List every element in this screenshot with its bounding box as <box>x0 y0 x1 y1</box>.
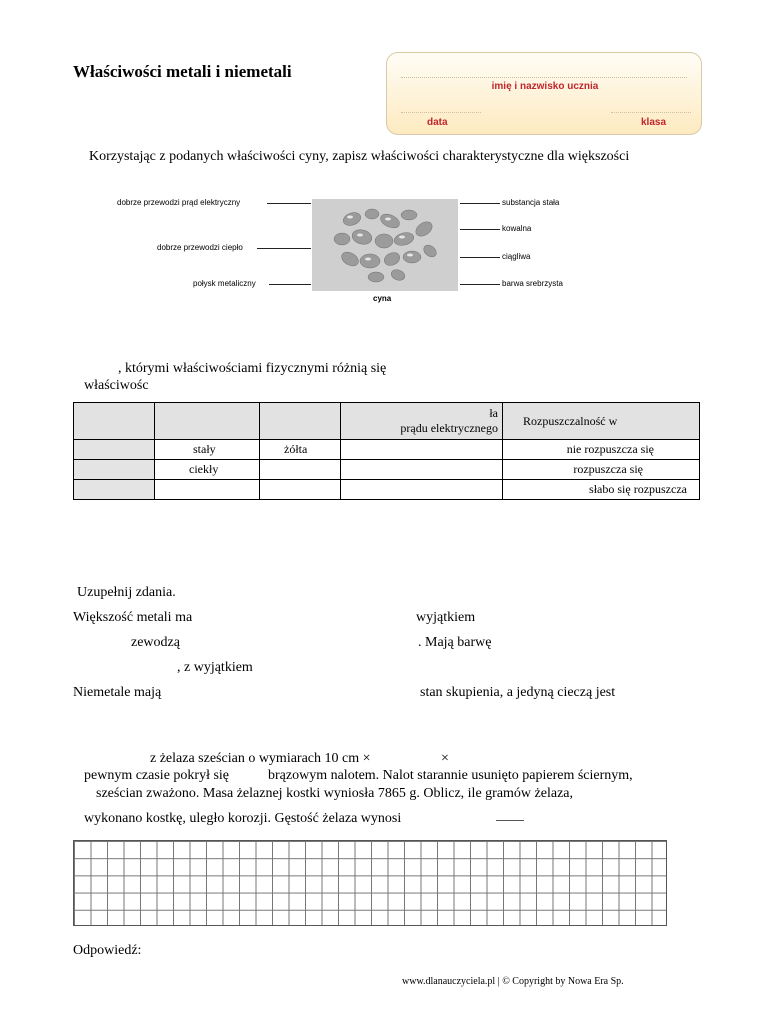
table-header-cell <box>155 403 260 440</box>
sentence-text: . Mają barwę <box>418 635 492 650</box>
figure-label: substancja stała <box>502 198 560 207</box>
figure-label: barwa srebrzysta <box>502 279 563 288</box>
figure-caption: cyna <box>373 294 392 303</box>
date-label: data <box>427 117 448 128</box>
sentence-text: stan skupienia, a jedyną cieczą jest <box>420 685 616 700</box>
task-text: × <box>441 751 449 766</box>
task-text: sześcian zważono. Masa żelaznej kostki wyniosła 7865 g. Oblicz, ile gramów żelaza, <box>96 786 573 801</box>
class-label: klasa <box>641 117 667 128</box>
instruction-text: Korzystając z podanych właściwości cyny, zapisz właściwości charakterystyczne dla większości <box>89 149 630 164</box>
sentence-text: , z wyjątkiem <box>177 660 253 675</box>
table-cell <box>74 440 155 460</box>
figure-label: dobrze przewodzi prąd elektryczny <box>117 198 241 207</box>
properties-table <box>73 402 700 500</box>
fraction-line <box>496 820 524 821</box>
sentence-text: wyjątkiem <box>416 610 476 625</box>
tin-photo <box>312 199 458 291</box>
section-heading: Uzupełnij zdania. <box>77 585 176 600</box>
table-cell <box>155 480 260 500</box>
task-text: pewnym czasie pokrył się <box>84 768 230 783</box>
task-text: brązowym nalotem. Nalot starannie usunięto papierem ściernym, <box>268 768 633 783</box>
table-cell: żółta <box>260 440 341 460</box>
table-cell <box>341 460 503 480</box>
table-header-row <box>74 403 700 440</box>
figure-label: dobrze przewodzi ciepło <box>157 243 243 252</box>
student-info-box <box>386 52 702 135</box>
table-cell: rozpuszcza się <box>503 460 700 480</box>
task-text: wykonano kostkę, uległo korozji. Gęstość żelaza wynosi <box>84 811 402 826</box>
table-cell <box>74 480 155 500</box>
table-header-cell <box>260 403 341 440</box>
task-text: z żelaza sześcian o wymiarach 10 cm × <box>150 751 371 766</box>
table-cell: ciekły <box>155 460 260 480</box>
figure-label: ciągliwa <box>502 252 531 261</box>
sentence-text: Niemetale mają <box>73 685 162 700</box>
table-header-cell <box>74 403 155 440</box>
name-label: imię i nazwisko ucznia <box>491 81 599 92</box>
table-header-cell: ła prądu elektrycznego <box>341 403 503 440</box>
table-cell <box>260 480 341 500</box>
table-cell <box>341 440 503 460</box>
table-row <box>74 440 700 460</box>
footer-copyright: www.dlanauczyciela.pl | © Copyright by Nowa Era Sp. <box>402 976 624 987</box>
page-title: Właściwości metali i niemetali <box>73 62 292 81</box>
table-cell <box>341 480 503 500</box>
table-row <box>74 460 700 480</box>
calculation-grid <box>73 840 667 926</box>
question-text: właściwośc <box>84 378 149 393</box>
table-cell: słabo się rozpuszcza <box>503 480 700 500</box>
table-cell <box>260 460 341 480</box>
table-cell: stały <box>155 440 260 460</box>
table-cell: nie rozpuszcza się <box>503 440 700 460</box>
sentence-text: zewodzą <box>131 635 180 650</box>
sentence-text: Większość metali ma <box>73 610 193 625</box>
question-text: , którymi właściwościami fizycznymi różnią się <box>118 361 387 376</box>
table-row <box>74 480 700 500</box>
answer-label: Odpowiedź: <box>73 943 142 958</box>
table-header-cell: Rozpuszczalność w <box>503 403 700 440</box>
table-cell <box>74 460 155 480</box>
figure-label: połysk metaliczny <box>193 279 256 288</box>
figure-label: kowalna <box>502 224 532 233</box>
tin-figure <box>117 193 577 305</box>
